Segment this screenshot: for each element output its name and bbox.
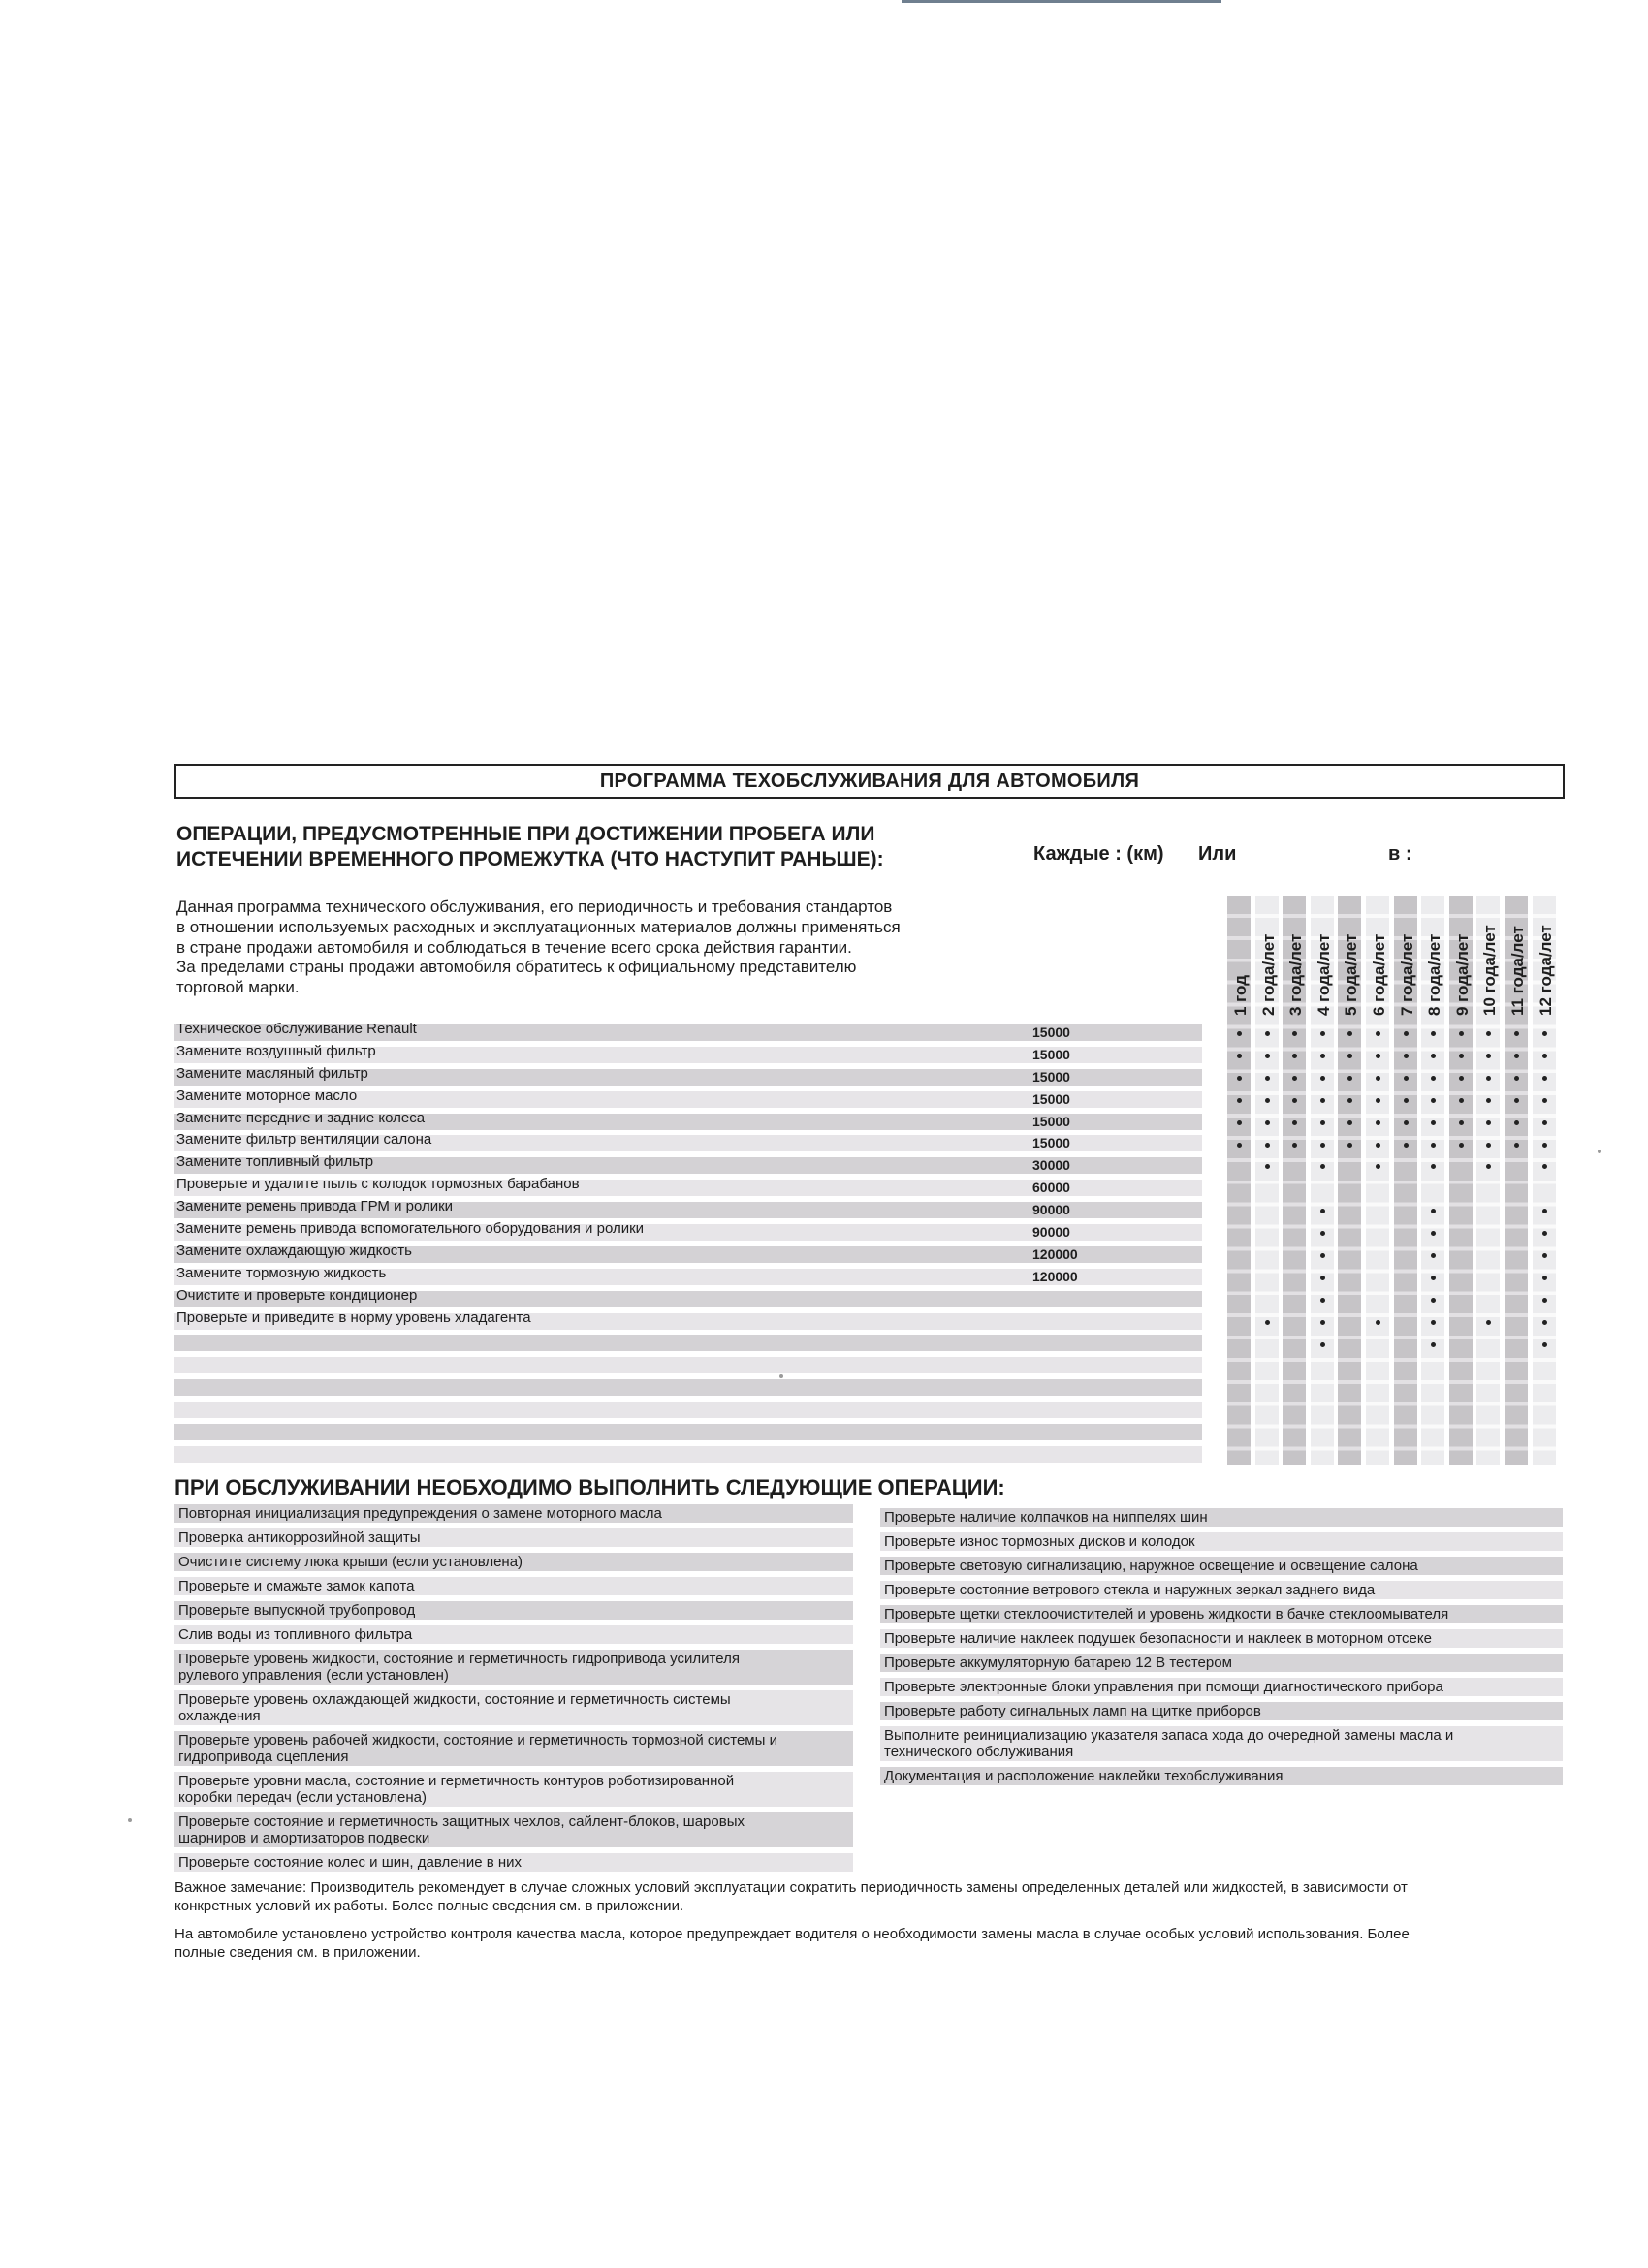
list-item-line: Документация и расположение наклейки техобслуживания xyxy=(884,1768,1284,1784)
list-item xyxy=(880,1702,1563,1720)
year-header-label: 5 года/лет xyxy=(1342,933,1361,1016)
operation-label: Замените ремень привода вспомогательного оборудования и ролики xyxy=(176,1220,645,1238)
schedule-mark xyxy=(1376,1320,1380,1325)
schedule-mark xyxy=(1376,1076,1380,1081)
schedule-mark xyxy=(1320,1231,1325,1236)
schedule-mark xyxy=(1237,1120,1242,1125)
schedule-mark xyxy=(1237,1098,1242,1103)
schedule-mark xyxy=(1514,1031,1519,1036)
schedule-mark xyxy=(1514,1143,1519,1148)
year-header xyxy=(1283,899,1310,1016)
table-row xyxy=(174,1443,1202,1465)
note-line: конкретных условий их работы. Более полные сведения см. в приложении. xyxy=(174,1898,684,1914)
schedule-mark xyxy=(1542,1231,1547,1236)
list-item xyxy=(174,1528,853,1547)
note-line: Важное замечание: Производитель рекомендует в случае сложных условий эксплуатации сократить периодичность замены определенных деталей или жидкостей, в зависимости от xyxy=(174,1879,1408,1896)
list-item xyxy=(174,1553,853,1571)
schedule-mark xyxy=(1265,1143,1270,1148)
schedule-mark xyxy=(1514,1098,1519,1103)
year-header-label: 2 года/лет xyxy=(1258,933,1278,1016)
schedule-mark xyxy=(1320,1276,1325,1280)
schedule-mark xyxy=(1542,1320,1547,1325)
list-item-line: Проверьте износ тормозных дисков и колодок xyxy=(884,1533,1195,1550)
schedule-mark xyxy=(1459,1143,1464,1148)
year-header xyxy=(1338,899,1365,1016)
schedule-mark xyxy=(1320,1120,1325,1125)
year-header xyxy=(1421,899,1448,1016)
year-header-label: 1 год xyxy=(1231,975,1250,1016)
list-item xyxy=(174,1601,853,1620)
list-item-line: шарниров и амортизаторов подвески xyxy=(178,1830,430,1846)
list-item xyxy=(174,1690,853,1725)
list-item-line: Проверьте выпускной трубопровод xyxy=(178,1602,416,1619)
schedule-mark xyxy=(1320,1253,1325,1258)
schedule-mark xyxy=(1542,1098,1547,1103)
schedule-mark xyxy=(1431,1320,1436,1325)
section1-heading-line: ИСТЕЧЕНИИ ВРЕМЕННОГО ПРОМЕЖУТКА (ЧТО НАСТУПИТ РАНЬШЕ): xyxy=(176,848,884,870)
schedule-mark xyxy=(1459,1120,1464,1125)
operation-km: 120000 xyxy=(1032,1268,1078,1284)
year-header xyxy=(1449,899,1476,1016)
row-shading xyxy=(174,1335,1202,1351)
schedule-mark xyxy=(1542,1120,1547,1125)
list-item-line: рулевого управления (если установлен) xyxy=(178,1667,449,1684)
operation-label: Замените передние и задние колеса xyxy=(176,1109,426,1126)
important-note xyxy=(174,1878,1551,1915)
schedule-mark xyxy=(1542,1253,1547,1258)
intro-line: торговой марки. xyxy=(176,978,300,997)
year-header xyxy=(1255,899,1283,1016)
scan-speck xyxy=(1598,1150,1601,1153)
list-item-line: Проверьте уровни масла, состояние и герметичность контуров роботизированной xyxy=(178,1773,735,1789)
in-label: в : xyxy=(1388,843,1412,865)
operation-label: Замените топливный фильтр xyxy=(176,1153,374,1171)
operation-label: Замените ремень привода ГРМ и ролики xyxy=(176,1198,454,1215)
scan-speck xyxy=(128,1818,132,1822)
schedule-mark xyxy=(1376,1098,1380,1103)
list-item-line: Проверьте щетки стеклоочистителей и уровень жидкости в бачке стеклоомывателя xyxy=(884,1606,1449,1622)
operation-km: 90000 xyxy=(1032,1202,1070,1218)
list-item xyxy=(174,1650,853,1685)
year-header-label: 12 года/лет xyxy=(1536,925,1555,1016)
table-row xyxy=(174,1376,1202,1399)
row-shading xyxy=(174,1402,1202,1418)
schedule-mark xyxy=(1292,1076,1297,1081)
every-km-label: Каждые : (км) xyxy=(1033,843,1164,865)
list-item xyxy=(880,1654,1563,1672)
list-item xyxy=(174,1731,853,1766)
operation-km: 15000 xyxy=(1032,1113,1070,1129)
list-item xyxy=(880,1508,1563,1527)
year-header-label: 9 года/лет xyxy=(1452,933,1472,1016)
operation-label: Замените масляный фильтр xyxy=(176,1064,368,1082)
schedule-mark xyxy=(1265,1054,1270,1058)
list-item-line: технического обслуживания xyxy=(884,1744,1074,1760)
schedule-mark xyxy=(1376,1054,1380,1058)
intro-text xyxy=(176,898,1030,998)
list-item-line: Проверьте наличие наклеек подушек безопасности и наклеек в моторном отсеке xyxy=(884,1630,1432,1647)
intro-line: в отношении используемых расходных и эксплуатационных материалов должны применяться xyxy=(176,917,901,936)
year-header xyxy=(1476,899,1504,1016)
operation-label: Очистите и проверьте кондиционер xyxy=(176,1286,418,1304)
year-header xyxy=(1505,899,1532,1016)
operation-km: 15000 xyxy=(1032,1046,1070,1062)
list-item-line: Повторная инициализация предупреждения о замене моторного масла xyxy=(178,1505,662,1522)
note-line: На автомобиле установлено устройство контроля качества масла, которое предупреждает водителя о необходимости замены масла в случае особых условий использования. Более xyxy=(174,1926,1410,1942)
list-item-line: охлаждения xyxy=(178,1708,261,1724)
year-header-label: 6 года/лет xyxy=(1370,933,1388,1016)
schedule-mark xyxy=(1320,1209,1325,1213)
schedule-mark xyxy=(1431,1120,1436,1125)
schedule-mark xyxy=(1320,1076,1325,1081)
right-operations-list xyxy=(880,1508,1563,1791)
list-item xyxy=(880,1726,1563,1761)
list-item xyxy=(880,1678,1563,1696)
year-header xyxy=(1394,899,1421,1016)
list-item xyxy=(880,1767,1563,1785)
list-item-line: Проверьте состояние ветрового стекла и наружных зеркал заднего вида xyxy=(884,1582,1376,1598)
year-header-label: 4 года/лет xyxy=(1314,933,1333,1016)
schedule-mark xyxy=(1237,1076,1242,1081)
list-item xyxy=(880,1629,1563,1648)
row-shading xyxy=(174,1379,1202,1396)
schedule-mark xyxy=(1486,1143,1491,1148)
schedule-mark xyxy=(1237,1143,1242,1148)
schedule-mark xyxy=(1320,1031,1325,1036)
list-item xyxy=(880,1605,1563,1623)
operation-label: Проверьте и удалите пыль с колодок тормозных барабанов xyxy=(176,1176,580,1193)
table-row xyxy=(174,1354,1202,1376)
list-item-line: Проверьте уровень жидкости, состояние и герметичность гидропривода усилителя xyxy=(178,1651,740,1667)
schedule-mark xyxy=(1292,1120,1297,1125)
list-item xyxy=(880,1557,1563,1575)
schedule-mark xyxy=(1237,1054,1242,1058)
operation-km: 120000 xyxy=(1032,1245,1078,1262)
operation-km: 90000 xyxy=(1032,1224,1070,1241)
list-item xyxy=(174,1853,853,1872)
schedule-mark xyxy=(1542,1276,1547,1280)
operations-table xyxy=(174,1022,1202,1465)
schedule-mark xyxy=(1320,1098,1325,1103)
list-item-line: коробки передач (если установлена) xyxy=(178,1789,428,1806)
table-row xyxy=(174,1332,1202,1354)
left-operations-list xyxy=(174,1504,853,1877)
operation-label: Техническое обслуживание Renault xyxy=(176,1021,417,1037)
list-item xyxy=(880,1581,1563,1599)
schedule-mark xyxy=(1320,1143,1325,1148)
schedule-mark xyxy=(1431,1076,1436,1081)
list-item-line: Слив воды из топливного фильтра xyxy=(178,1626,413,1643)
page-title: ПРОГРАММА ТЕХОБСЛУЖИВАНИЯ ДЛЯ АВТОМОБИЛЯ xyxy=(174,764,1565,799)
schedule-mark xyxy=(1265,1076,1270,1081)
schedule-mark xyxy=(1431,1298,1436,1303)
schedule-mark xyxy=(1542,1076,1547,1081)
operation-label: Замените воздушный фильтр xyxy=(176,1042,376,1059)
schedule-mark xyxy=(1542,1143,1547,1148)
schedule-mark xyxy=(1320,1054,1325,1058)
schedule-mark xyxy=(1320,1298,1325,1303)
schedule-mark xyxy=(1347,1143,1352,1148)
list-item-line: гидропривода сцепления xyxy=(178,1748,349,1765)
operation-label: Замените тормозную жидкость xyxy=(176,1264,387,1281)
note-line: полные сведения см. в приложении. xyxy=(174,1944,421,1961)
intro-line: в стране продажи автомобиля и соблюдаться в течение всего срока действия гарантии. xyxy=(176,937,852,957)
year-header-label: 10 года/лет xyxy=(1480,925,1500,1016)
list-item xyxy=(174,1812,853,1847)
list-item-line: Проверьте электронные блоки управления при помощи диагностического прибора xyxy=(884,1679,1443,1695)
year-header-label: 8 года/лет xyxy=(1425,933,1444,1016)
scan-speck xyxy=(779,1374,783,1378)
table-row xyxy=(174,1310,1202,1333)
year-header-label: 11 года/лет xyxy=(1508,926,1527,1016)
operation-km: 15000 xyxy=(1032,1068,1070,1085)
schedule-mark xyxy=(1459,1098,1464,1103)
schedule-mark xyxy=(1431,1342,1436,1347)
schedule-mark xyxy=(1376,1143,1380,1148)
year-header-label: 7 года/лет xyxy=(1397,933,1416,1016)
or-label: Или xyxy=(1198,843,1237,865)
schedule-mark xyxy=(1404,1031,1409,1036)
schedule-mark xyxy=(1265,1120,1270,1125)
list-item xyxy=(174,1577,853,1595)
row-shading xyxy=(174,1357,1202,1373)
year-header xyxy=(1311,899,1338,1016)
list-item-line: Проверьте аккумуляторную батарею 12 В тестером xyxy=(884,1654,1232,1671)
schedule-mark xyxy=(1265,1320,1270,1325)
year-header-label: 3 года/лет xyxy=(1286,933,1306,1016)
schedule-mark xyxy=(1265,1098,1270,1103)
schedule-mark xyxy=(1376,1120,1380,1125)
operation-km: 60000 xyxy=(1032,1180,1070,1196)
operation-label: Замените моторное масло xyxy=(176,1087,358,1104)
schedule-mark xyxy=(1320,1320,1325,1325)
intro-line: За пределами страны продажи автомобиля обратитесь к официальному представителю xyxy=(176,958,857,977)
table-row xyxy=(174,1421,1202,1443)
list-item xyxy=(880,1532,1563,1551)
row-shading xyxy=(174,1424,1202,1440)
operation-km: 15000 xyxy=(1032,1135,1070,1151)
schedule-mark xyxy=(1542,1298,1547,1303)
schedule-mark xyxy=(1542,1342,1547,1347)
schedule-mark xyxy=(1431,1098,1436,1103)
schedule-mark xyxy=(1404,1054,1409,1058)
schedule-mark xyxy=(1431,1143,1436,1148)
list-item xyxy=(174,1772,853,1807)
list-item-line: Проверьте состояние колес и шин, давление в них xyxy=(178,1854,523,1871)
operation-km: 15000 xyxy=(1032,1090,1070,1107)
schedule-mark xyxy=(1404,1076,1409,1081)
scan-edge-artifact xyxy=(902,0,1221,3)
list-item-line: Очистите систему люка крыши (если установлена) xyxy=(178,1554,523,1570)
schedule-mark xyxy=(1514,1054,1519,1058)
schedule-mark xyxy=(1292,1098,1297,1103)
schedule-mark xyxy=(1459,1031,1464,1036)
list-item xyxy=(174,1504,853,1523)
schedule-mark xyxy=(1404,1120,1409,1125)
operation-label: Замените охлаждающую жидкость xyxy=(176,1242,412,1259)
year-header xyxy=(1533,899,1560,1016)
schedule-mark xyxy=(1404,1143,1409,1148)
schedule-mark xyxy=(1459,1054,1464,1058)
list-item-line: Проверьте состояние и герметичность защитных чехлов, сайлент-блоков, шаровых xyxy=(178,1813,745,1830)
section1-heading xyxy=(176,822,884,872)
list-item-line: Проверьте и смажьте замок капота xyxy=(178,1578,415,1594)
schedule-mark xyxy=(1404,1098,1409,1103)
intro-line: Данная программа технического обслуживания, его периодичность и требования стандартов xyxy=(176,898,893,916)
list-item xyxy=(174,1625,853,1644)
schedule-mark xyxy=(1376,1031,1380,1036)
oil-quality-note xyxy=(174,1925,1551,1962)
year-header xyxy=(1227,899,1254,1016)
schedule-mark xyxy=(1292,1143,1297,1148)
section2-heading: ПРИ ОБСЛУЖИВАНИИ НЕОБХОДИМО ВЫПОЛНИТЬ СЛЕДУЮЩИЕ ОПЕРАЦИИ: xyxy=(174,1475,1005,1499)
schedule-mark xyxy=(1542,1209,1547,1213)
list-item-line: Проверка антикоррозийной защиты xyxy=(178,1529,421,1546)
list-item-line: Проверьте световую сигнализацию, наружное освещение и освещение салона xyxy=(884,1558,1418,1574)
list-item-line: Проверьте наличие колпачков на ниппелях шин xyxy=(884,1509,1208,1526)
list-item-line: Проверьте уровень рабочей жидкости, состояние и герметичность тормозной системы и xyxy=(178,1732,777,1748)
schedule-mark xyxy=(1542,1054,1547,1058)
table-row xyxy=(174,1399,1202,1421)
operation-label: Замените фильтр вентиляции салона xyxy=(176,1131,432,1149)
section1-heading-line: ОПЕРАЦИИ, ПРЕДУСМОТРЕННЫЕ ПРИ ДОСТИЖЕНИИ ПРОБЕГА ИЛИ xyxy=(176,823,875,845)
schedule-mark xyxy=(1265,1031,1270,1036)
list-item-line: Проверьте уровень охлаждающей жидкости, состояние и герметичность системы xyxy=(178,1691,731,1708)
schedule-mark xyxy=(1542,1031,1547,1036)
schedule-mark xyxy=(1237,1031,1242,1036)
list-item-line: Проверьте работу сигнальных ламп на щитке приборов xyxy=(884,1703,1261,1719)
operation-km: 30000 xyxy=(1032,1157,1070,1174)
schedule-mark xyxy=(1514,1076,1519,1081)
year-header xyxy=(1366,899,1393,1016)
operation-label: Проверьте и приведите в норму уровень хладагента xyxy=(176,1308,531,1326)
schedule-mark xyxy=(1459,1076,1464,1081)
operation-km: 15000 xyxy=(1032,1024,1070,1040)
row-shading xyxy=(174,1446,1202,1463)
schedule-mark xyxy=(1320,1342,1325,1347)
list-item-line: Выполните реинициализацию указателя запаса хода до очередной замены масла и xyxy=(884,1727,1454,1744)
schedule-mark xyxy=(1514,1120,1519,1125)
